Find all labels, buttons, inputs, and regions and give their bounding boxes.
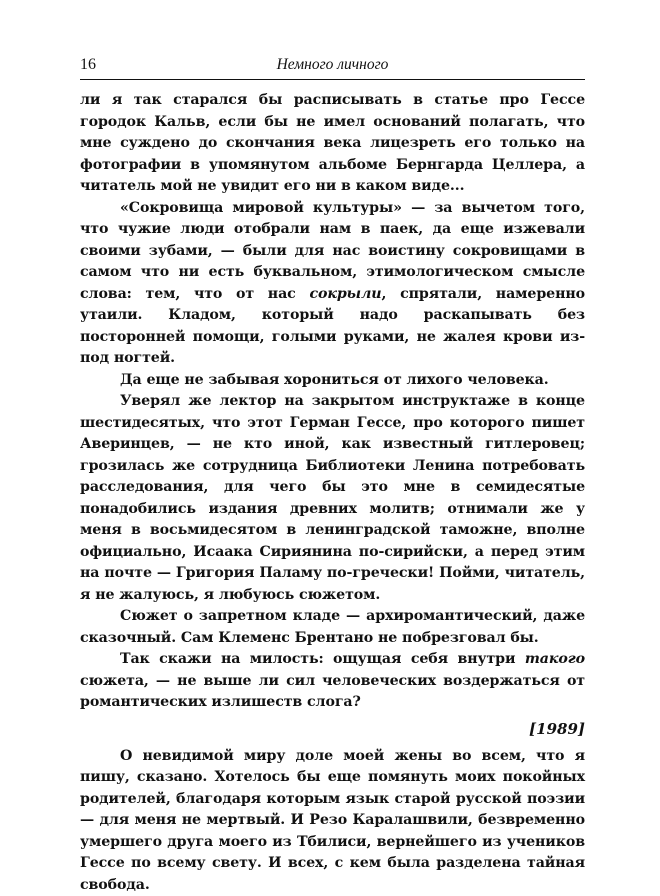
header-rule xyxy=(80,79,585,80)
date-line: [1989] xyxy=(480,720,585,738)
paragraph-text: Так скажи на милость: ощущая себя внутри xyxy=(120,651,525,667)
emphasis: такого xyxy=(525,651,585,667)
paragraph-text: , спрятали, намеренно утаили. Кладом, который надо раскапывать без посторонней помощи, голыми руками, не жалея крови из-под ногтей. xyxy=(80,286,585,367)
paragraph: Уверял же лектор на закрытом инструктаже в конце шестидесятых, что этот Герман Гессе, про которого пишет Аверинцев, — не кто иной, как известный гитлеровец; грозилась же сотрудница Библиотеки Ленина потребовать расследования, для чего бы это мне в семидесятые понадобились издания древних молитв; отнимали же у меня в восьмидесятом в ленинградской таможне, вполне официально, Исаака Сириянина по-сирийски, а перед этим на почте — Григория Паламу по-гречески! Пойми, читатель, я не жалуюсь, я любуюсь сюжетом. xyxy=(80,391,585,606)
paragraph xyxy=(80,198,585,370)
body-text xyxy=(80,90,585,896)
emphasis: сокрыли xyxy=(309,286,381,302)
paragraph-text: «Сокровища мировой культуры» — за вычетом того, что чужие люди отобрали нам в паек, да еще изжевали своими зубами, — были для нас воистину сокровищами в самом что ни есть буквальном, этимологическом смысле слова: тем, что от нас xyxy=(80,200,585,302)
paragraph: Да еще не забывая хорониться от лихого человека. xyxy=(80,370,585,392)
paragraph: Сюжет о запретном кладе — архиромантический, даже сказочный. Сам Клеменс Брентано не побрезговал бы. xyxy=(80,606,585,649)
paragraph xyxy=(80,649,585,714)
running-header xyxy=(80,56,585,78)
paragraph: ли я так старался бы расписывать в статье про Гессе городок Кальв, если бы не имел оснований полагать, что мне суждено до скончания века лицезреть его только на фотографии в упомянутом альбоме Бернгарда Целлера, а читатель мой не увидит его ни в каком виде... xyxy=(80,90,585,198)
page-number: 16 xyxy=(80,56,96,74)
paragraph-text: сюжета, — не выше ли сил человеческих воздержаться от романтических излишеств слога? xyxy=(80,673,585,711)
running-title: Немного личного xyxy=(80,56,585,74)
paragraph: О невидимой миру доле моей жены во всем, что я пишу, сказано. Хотелось бы еще помянуть моих покойных родителей, благодаря которым язык старой русской поэзии — для меня не мертвый. И Резо Каралашвили, безвременно умершего друга моего из Тбилиси, вернейшего из учеников Гессе по всему свету. И всех, с кем была разделена тайная свобода. xyxy=(80,746,585,896)
